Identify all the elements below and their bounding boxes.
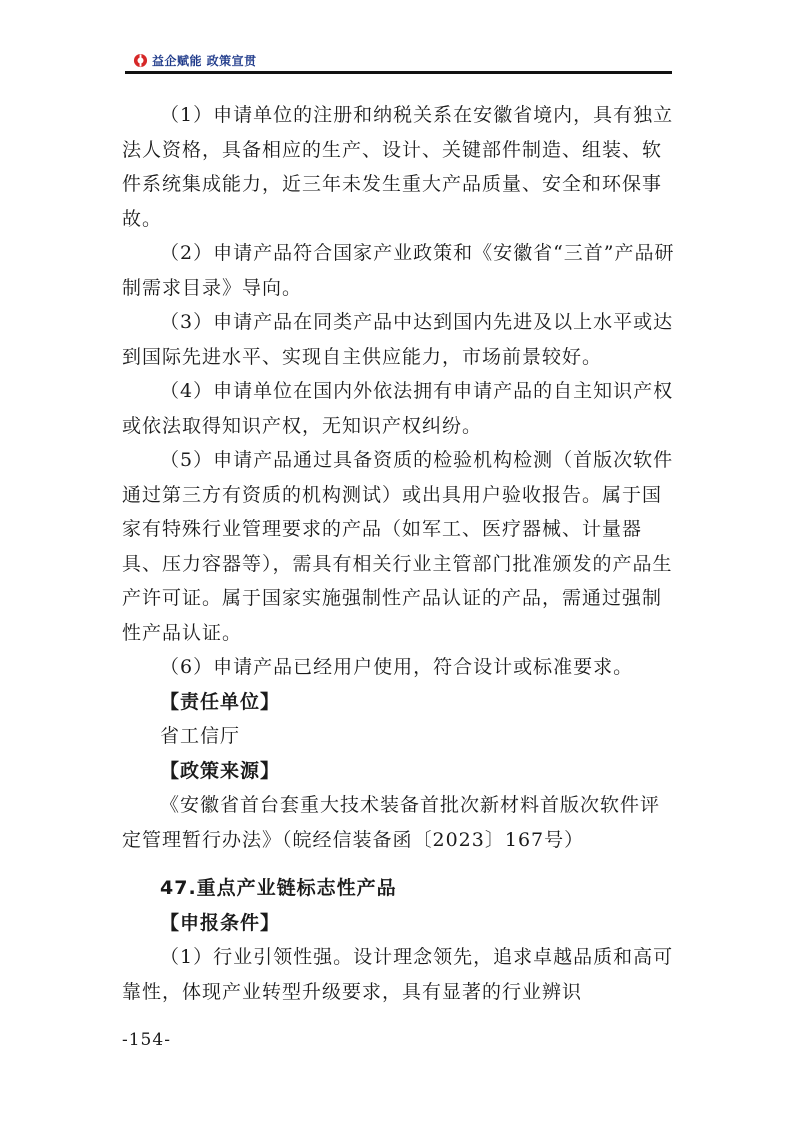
policy-source-value: 《安徽省首台套重大技术装备首批次新材料首版次软件评定管理暂行办法》（皖经信装备函〔2023〕167号）	[122, 794, 661, 851]
condition-paragraph-2: （2）申请产品符合国家产业政策和《安徽省“三首”产品研制需求目录》导向。	[122, 242, 675, 299]
responsible-unit-value: 省工信厅	[160, 725, 241, 747]
section-47-title: 47.重点产业链标志性产品	[160, 877, 397, 899]
conditions-heading: 【申报条件】	[160, 911, 281, 934]
page-number: -154-	[122, 1030, 171, 1050]
condition-paragraph-6: （6）申请产品已经用户使用，符合设计或标准要求。	[160, 656, 634, 678]
condition-paragraph-5: （5）申请产品通过具备资质的检验机构检测（首版次软件通过第三方有资质的机构测试）或出具用户验收报告。属于国家有特殊行业管理要求的产品（如军工、医疗器械、计量器具、压力容器等），需具有相关行业主管部门批准颁发的产品生产许可证。属于国家实施强制性产品认证的产品，需通过强制性产品认证。	[122, 449, 674, 644]
document-body	[122, 98, 677, 1009]
condition-paragraph-1: （1）申请单位的注册和纳税关系在安徽省境内，具有独立法人资格，具备相应的生产、设计、关键部件制造、组装、软件系统集成能力，近三年未发生重大产品质量、安全和环保事故。	[122, 104, 674, 230]
responsible-unit-heading: 【责任单位】	[160, 690, 281, 713]
page-header	[125, 50, 672, 76]
section-47-paragraph-1: （1）行业引领性强。设计理念领先，追求卓越品质和高可靠性，体现产业转型升级要求，具有显著的行业辨识	[122, 946, 674, 1003]
condition-paragraph-4: （4）申请单位在国内外依法拥有申请产品的自主知识产权或依法取得知识产权，无知识产权纠纷。	[122, 380, 674, 437]
policy-source-heading: 【政策来源】	[160, 759, 281, 782]
header-divider	[125, 71, 672, 74]
header-title: 益企赋能 政策宣贯	[152, 54, 257, 68]
condition-paragraph-3: （3）申请产品在同类产品中达到国内先进及以上水平或达到国际先进水平、实现自主供应能力，市场前景较好。	[122, 311, 674, 368]
brand-logo-icon	[133, 53, 148, 68]
